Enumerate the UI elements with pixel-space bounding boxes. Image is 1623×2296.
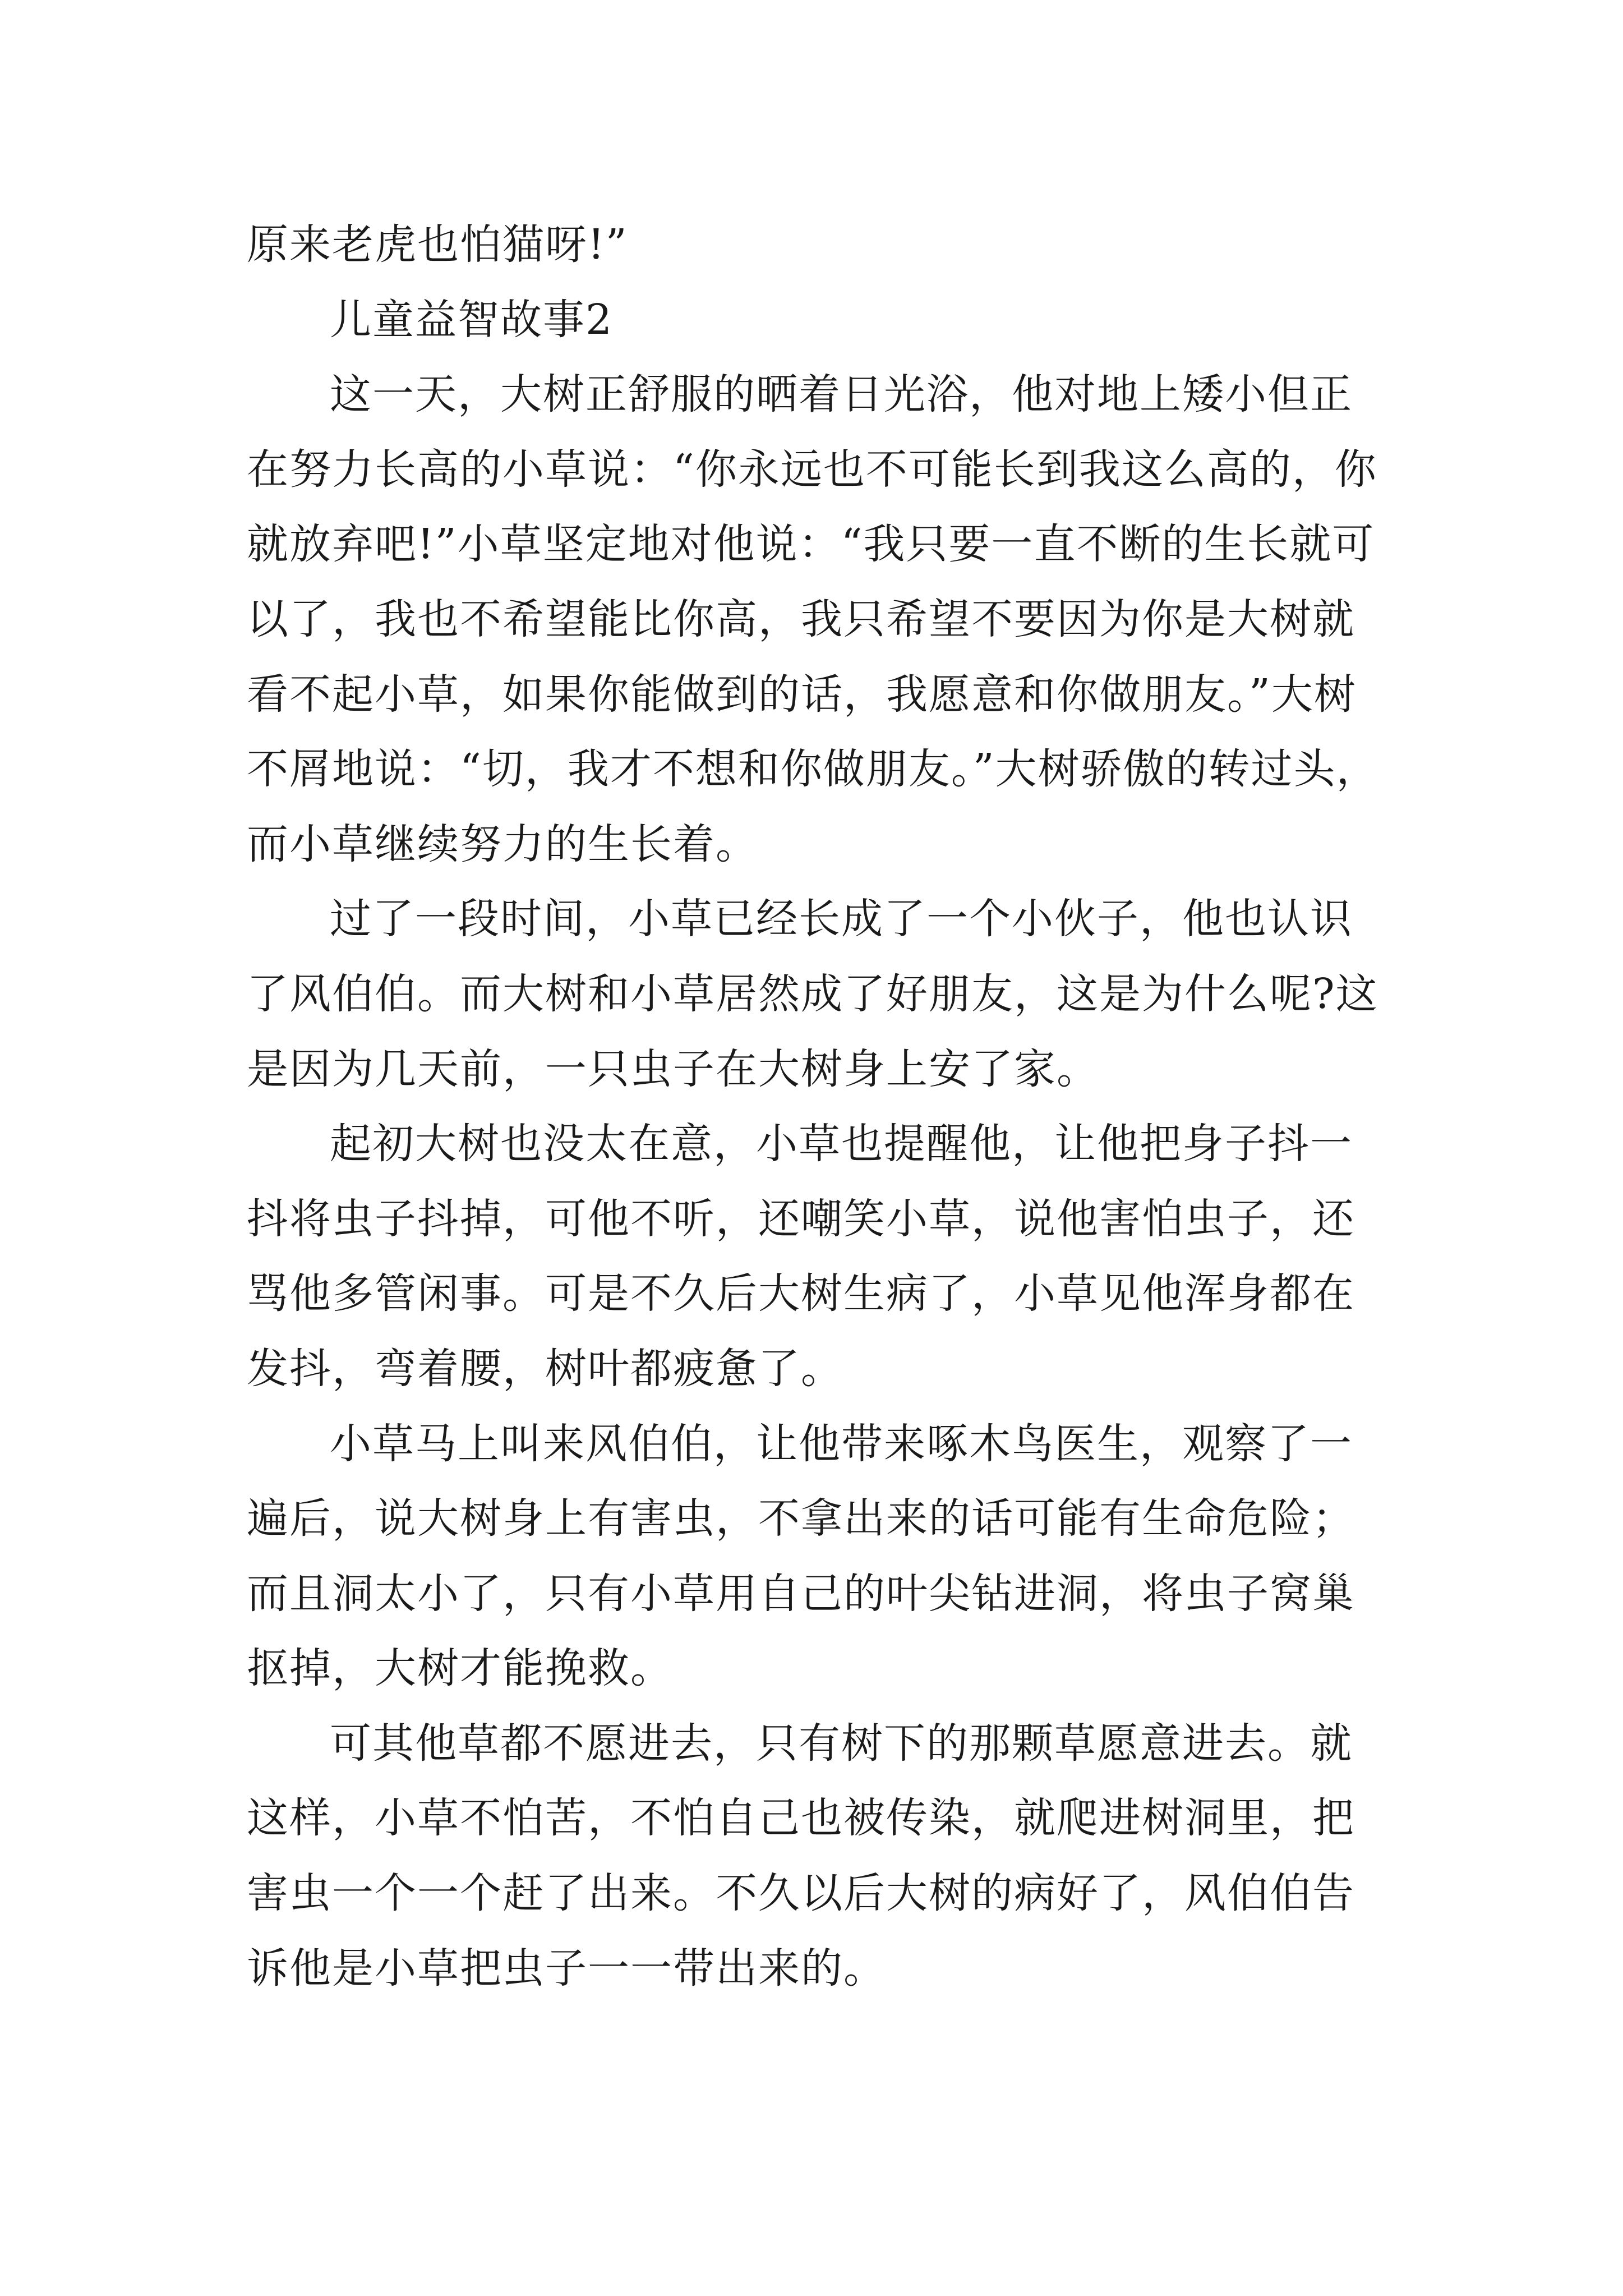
paragraph: 可其他草都不愿进去，只有树下的那颗草愿意进去。就这样，小草不怕苦，不怕自己也被传染，就爬进树洞里，把害虫一个一个赶了出来。不久以后大树的病好了，风伯伯告诉他是小草把虫子一一带出来的。 [247,1719,1355,1993]
paragraph: 小草马上叫来风伯伯，让他带来啄木鸟医生，观察了一遍后，说大树身上有害虫，不拿出来的话可能有生命危险；而且洞太小了，只有小草用自己的叶尖钻进洞，将虫子窝巢抠掉，大树才能挽救。 [247,1419,1355,1693]
paragraph: 这一天，大树正舒服的晒着日光浴，他对地上矮小但正在努力长高的小草说：“你永远也不可能长到我这么高的，你就放弃吧!”小草坚定地对他说：“我只要一直不断的生长就可以了，我也不希望能比你高，我只希望不要因为你是大树就看不起小草，如果你能做到的话，我愿意和你做朋友。”大树不屑地说：“切，我才不想和你做朋友。”大树骄傲的转过头，而小草继续努力的生长着。 [247,370,1379,868]
story-text [247,208,1391,2006]
paragraph: 过了一段时间，小草已经长成了一个小伙子，他也认识了风伯伯。而大树和小草居然成了好朋友，这是为什么呢?这是因为几天前，一只虫子在大树身上安了家。 [247,895,1378,1093]
paragraph: 起初大树也没太在意，小草也提醒他，让他把身子抖一抖将虫子抖掉，可他不听，还嘲笑小草，说他害怕虫子，还骂他多管闲事。可是不久后大树生病了，小草见他浑身都在发抖，弯着腰，树叶都疲惫了。 [247,1120,1355,1393]
paragraph-continuation: 原来老虎也怕猫呀!” [247,220,628,269]
story-heading: 儿童益智故事2 [330,295,614,344]
